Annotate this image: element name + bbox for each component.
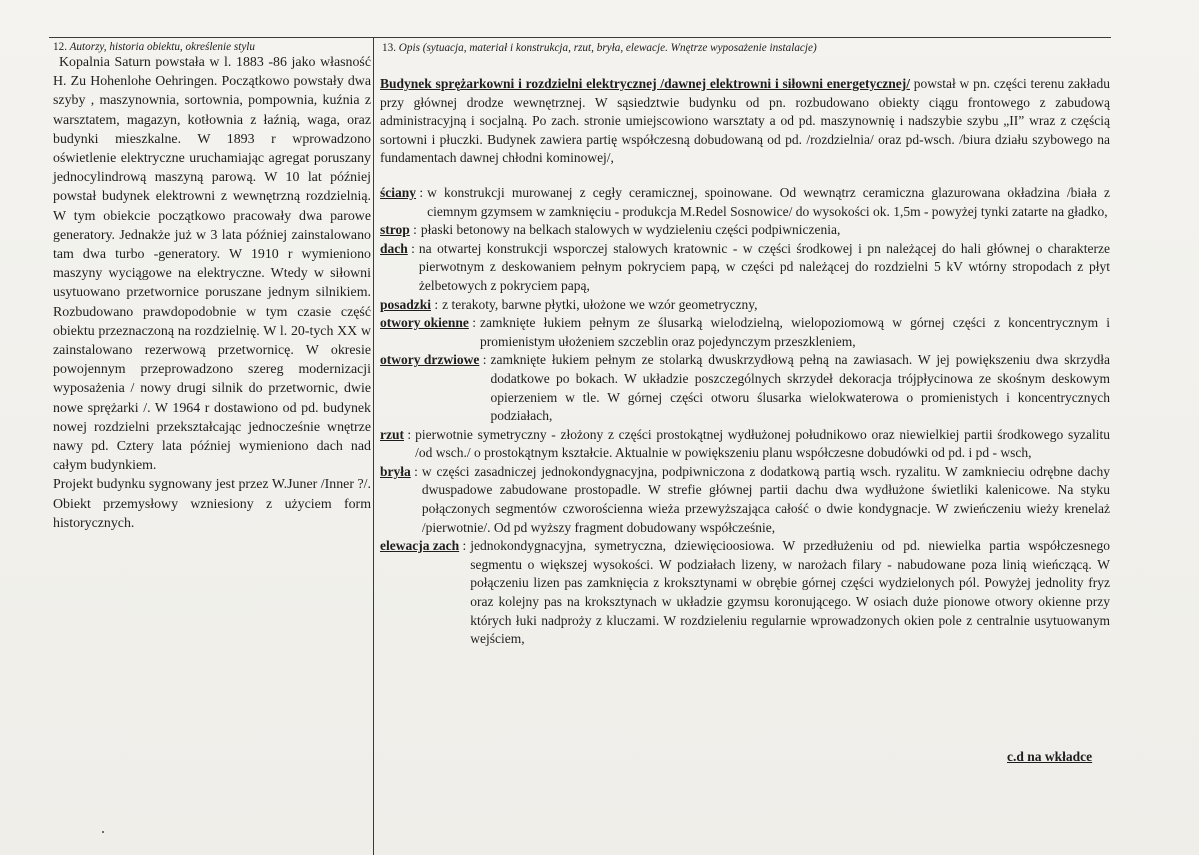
entry-term: posadzki [380, 296, 432, 312]
entry-term: bryła [380, 463, 411, 479]
history-column [53, 53, 371, 533]
building-intro-text: powstał w pn. części terenu zakładu przy głównej drodze wewnętrznej. W sąsiedztwie budynku od pn. rozbudowano obiekty ciągu frontowego z zabudową administracyjną i socjalną. Po zach. stronie umiejscowiono warsztaty a od pd. maszynownię i nadszybie szybu „II” wraz z częścią sortowni i płuczki. Budynek zawiera partię współczesną dobudowaną od pd. /rozdzielnia/ oraz pd-wsch. /biura działu szybowego na fundamentach dawnej chłodni kominowej/, [380, 76, 1110, 166]
entry-plan [380, 426, 1110, 463]
entry-separator: : [410, 463, 418, 479]
entry-text: płaski betonowy na belkach stalowych w wydzieleniu części podpiwniczenia, [420, 222, 841, 238]
left-column-heading [53, 40, 255, 54]
entry-west-elevation [380, 537, 1110, 649]
entry-floors [380, 296, 1110, 315]
entry-term: otwory drzwiowe [380, 352, 480, 368]
entry-separator: : [404, 426, 412, 442]
entry-text: zamknięte łukiem pełnym ze ślusarką wielodzielną, wielopoziomową w górnej części z koncentrycznym i promienistym ułożeniem szczeblin oraz pojedynczym przeszkleniem, [480, 315, 1110, 349]
building-intro [380, 75, 1110, 168]
entry-separator: : [459, 538, 467, 554]
entry-term: dach [380, 240, 408, 256]
entry-windows [380, 314, 1110, 351]
right-heading-number: 13. [382, 42, 396, 54]
entry-walls [380, 184, 1110, 221]
entry-text: z terakoty, barwne płytki, ułożone we wzór geometryczny, [442, 296, 758, 312]
entry-term: otwory okienne [380, 315, 469, 331]
entry-term: rzut [380, 426, 404, 442]
entry-text: w konstrukcji murowanej z cegły ceramicznej, spoinowane. Od wewnątrz ceramiczna glazurowana okładzina /biała z ciemnym gzymsem w zamknięciu - produkcja M.Redel Sosnowice/ do wysokości ok. 1,5m - powyżej tynki zatarte na gładko, [427, 184, 1110, 219]
entry-term: strop [380, 222, 410, 238]
column-divider [373, 37, 374, 855]
left-heading-number: 12. [53, 41, 67, 53]
entry-separator: : [468, 315, 477, 331]
entry-term: ściany [380, 184, 417, 200]
entry-separator: : [407, 240, 415, 256]
history-paragraph-1: Kopalnia Saturn powstała w l. 1883 -86 jako własność H. Zu Hohenlohe Oehringen. Początkowo powstały dwa szyby , maszynownia, sortownia, pompownia, kuźnia z warsztatem, magazyn, kotłownia z łaźnią, waga, oraz budynki mieszkalne. W 1893 r wprowadzono oświetlenie elektryczne uruchamiając agregat poruszany jednocylindrową maszyną parową. W 10 lat później powstał budynek elektrowni z wewnętrzną rozdzielnią. W tym obiekcie początkowo pracowały dwa parowe generatory. Jednakże już w 3 lata później zainstalowano tam dwa turbo -generatory. W 1910 r wymieniono maszyny wyciągowe na elektryczne. Wtedy w siłowni usytuowano przetwornice poruszane jednym silnikiem. Rozbudowano prawdopodobnie w tym czasie część obiektu przeznaczoną na rozdzielnię. W l. 20-tych XX w zainstalowano rezerwową przetwornicę. W okresie powojennym przeprowadzono szereg modernizacji wyposażenia / nowy drugi silnik do przetwornic, dwie nowe sprężarki /. W 1964 r dostawiono od pd. budynek nowej rozdzielni przekształcając jednocześnie wnętrze nawy pd. Cztery lata później wymieniono dach nad całym budynkiem. [53, 55, 371, 474]
scan-speck [102, 831, 104, 833]
entry-text: jednokondygnacyjna, symetryczna, dziewięcioosiowa. W przedłużeniu od pd. niewielka partia współczesnego segmentu o większej wysokości. W podziałach lizeny, w narożach filary - nabudowane poza linią wieńczącą. W połączeniu lizen pas zamknięcia z kroksztynami w obrębie górnej części wydzielonych pól. Powyżej jednolity fryz oraz kolejny pas na kroksztynach w układzie gzymsu koronującego. W osiach duże pionowe otwory okienne przy których łuki nadproży z kluczami. W rozdzieleniu regularnie wprowadzonych okien pole z centralnie usytuowanym wejściem, [470, 538, 1110, 647]
entry-separator: : [416, 184, 424, 200]
entry-text: pierwotnie symetryczny - złożony z części prostokątnej wydłużonej południkowo oraz niewielkiej partii środkowego syzalitu /od wsch./ o prostokątnym kształcie. Aktualnie w powiększeniu planu współczesne dobudówki od pd. i pd - wsch, [415, 426, 1110, 461]
entry-separator: : [479, 352, 487, 368]
entry-text: w części zasadniczej jednokondygnacyjna, podpiwniczona z dodatkową partią wsch. ryzalitu. W zamknieciu odrębne dachy dwuspadowe zabudowane prostopadle. W strefie głównej partii dachu dwa wydłużone świetliki kalenicowe. Na styku połączonych segmentów czworościenna wieża przewyższająca całość o dwie kondygnacje. W zwieńczeniu wieży krenelaż /pierwotnie/. Od pd wyższy fragment dobudowany współcześnie, [421, 463, 1110, 535]
continued-note: c.d na wkładce [1007, 749, 1093, 764]
building-title: Budynek sprężarkowni i rozdzielni elektrycznej /dawnej elektrowni i siłowni energetycznej/ [380, 76, 910, 91]
entry-term: elewacja zach [380, 538, 460, 554]
entry-doors [380, 351, 1110, 425]
left-heading-title: Autorzy, historia obiektu, określenie stylu [69, 41, 255, 53]
entry-separator: : [409, 222, 417, 238]
entry-roof [380, 240, 1110, 296]
entry-massing [380, 463, 1110, 537]
entry-text: na otwartej konstrukcji wsporczej stalowych kratownic - w części środkowej i pn należącej do hali głównej o charakterze pierwotnym z deskowaniem pełnym pokryciem papą, w części pd należącej do rozdzielni 5 kV wtórny stropodach z płyt żelbetowych z pokryciem papą, [418, 240, 1110, 293]
right-column-heading [382, 41, 817, 55]
history-paragraph-2: Projekt budynku sygnowany jest przez W.Juner /Inner ?/. Obiekt przemysłowy wzniesiony z użyciem form historycznych. [53, 477, 371, 531]
entry-ceiling [380, 221, 1110, 240]
entry-text: zamknięte łukiem pełnym ze stolarką dwuskrzydłową pełną na zawiasach. W jej powiększeniu dwa skrzydła dodatkowe po bokach. W układzie poszczególnych skrzydeł dekoracja trójpłycinowa ze skośnym deskowym opierzeniem w tle. W górnej części otworu ślusarka wielokwaterowa o promienistych i koncentrycznych podziałach, [490, 352, 1110, 424]
entry-separator: : [431, 296, 439, 312]
description-column [380, 75, 1110, 649]
top-rule [49, 37, 1111, 38]
right-heading-title: Opis (sytuacja, materiał i konstrukcja, rzut, bryła, elewacje. Wnętrze wyposażenie instalacje) [398, 42, 817, 54]
